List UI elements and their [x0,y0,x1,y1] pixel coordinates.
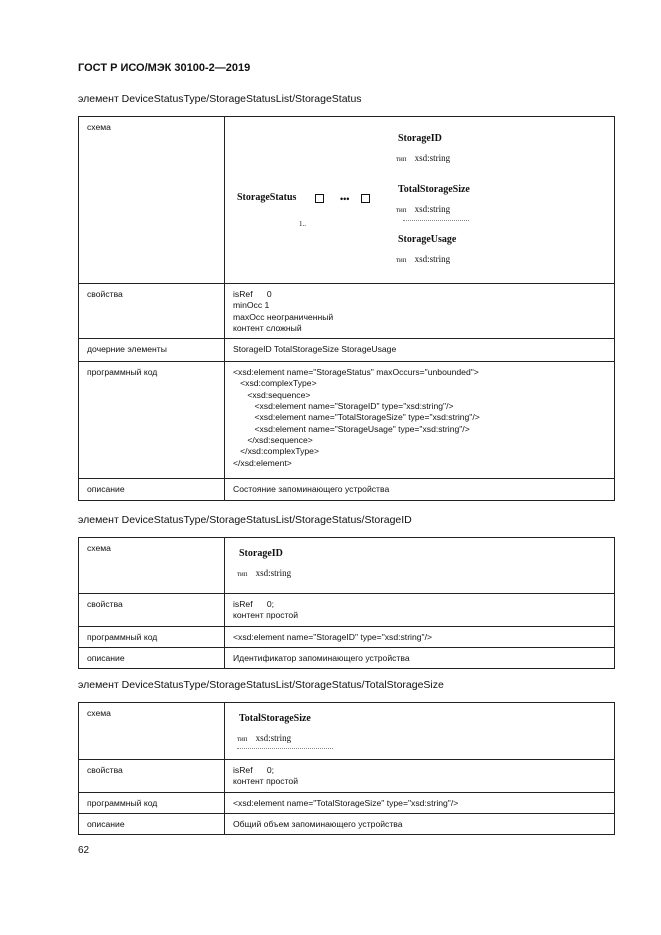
property-line: контент простой [233,776,298,787]
row-label: программный код [79,792,225,813]
sequence-box-icon [361,194,370,203]
schema-diagram [225,703,615,760]
row-label: схема [79,117,225,284]
schema-diagram [225,117,615,284]
properties-cell [225,760,615,793]
divider [237,748,333,749]
property-line: maxOcc неограниченный [233,311,334,322]
child-element-type: тип xsd:string [396,153,451,163]
section-caption: элемент DeviceStatusType/StorageStatusList/StorageStatus/TotalStorageSize [78,679,444,691]
element-box-icon [315,194,324,203]
schema-diagram [225,538,615,594]
code-cell: <xsd:element name="StorageID" type="xsd:string"/> [225,626,615,647]
description-cell: Идентификатор запоминающего устройства [225,647,615,668]
row-label: схема [79,703,225,760]
property-line: isRef 0 [233,289,272,299]
child-element-name: StorageID [398,133,442,144]
child-element-type: тип xsd:string [396,254,451,264]
section-caption: элемент DeviceStatusType/StorageStatusList/StorageStatus [78,93,362,105]
property-line: контент сложный [233,322,302,333]
row-label: схема [79,538,225,594]
property-line: isRef 0; [233,599,275,609]
child-element-name: StorageUsage [398,234,457,245]
occurs-label: 1.. [299,220,306,228]
row-label: программный код [79,626,225,647]
root-element-name: StorageStatus [237,192,297,203]
property-line: контент простой [233,610,298,621]
document-header: ГОСТ Р ИСО/МЭК 30100-2—2019 [78,62,251,74]
page-number: 62 [78,845,90,856]
row-label: свойства [79,594,225,627]
property-line: isRef 0; [233,765,275,775]
sequence-icon: ••• [340,194,350,204]
row-label: описание [79,813,225,834]
element-table-total-storage-size [78,702,615,835]
element-type: тип xsd:string [237,568,292,578]
row-label: свойства [79,284,225,339]
row-label: свойства [79,760,225,793]
property-line: minOcc 1 [233,300,270,311]
element-table-storage-status [78,116,615,501]
section-caption: элемент DeviceStatusType/StorageStatusList/StorageStatus/StorageID [78,514,412,526]
properties-cell [225,594,615,627]
children-cell: StorageID TotalStorageSize StorageUsage [225,339,615,362]
description-cell: Состояние запоминающего устройства [225,479,615,501]
row-label: описание [79,647,225,668]
element-table-storage-id [78,537,615,669]
properties-cell [225,284,615,339]
child-element-name: TotalStorageSize [398,184,470,195]
element-type: тип xsd:string [237,733,292,743]
row-label: описание [79,479,225,501]
row-label: программный код [79,362,225,479]
element-name: StorageID [239,548,283,559]
row-label: дочерние элементы [79,339,225,362]
description-cell: Общий объем запоминающего устройства [225,813,615,834]
divider [403,220,469,221]
code-cell: <xsd:element name="StorageStatus" maxOccurs="unbounded"> <xsd:complexType> <xsd:sequence> <xsd:element name="StorageID" type="xsd:string"/> <xsd:element name="TotalStorageSize" type="xsd:string"/> <xsd:element name="StorageUsage" type="xsd:string"/> </xsd:sequence> </xsd:complexType> </xsd:element> [225,362,615,479]
child-element-type: тип xsd:string [396,204,451,214]
element-name: TotalStorageSize [239,713,311,724]
code-cell: <xsd:element name="TotalStorageSize" type="xsd:string"/> [225,792,615,813]
